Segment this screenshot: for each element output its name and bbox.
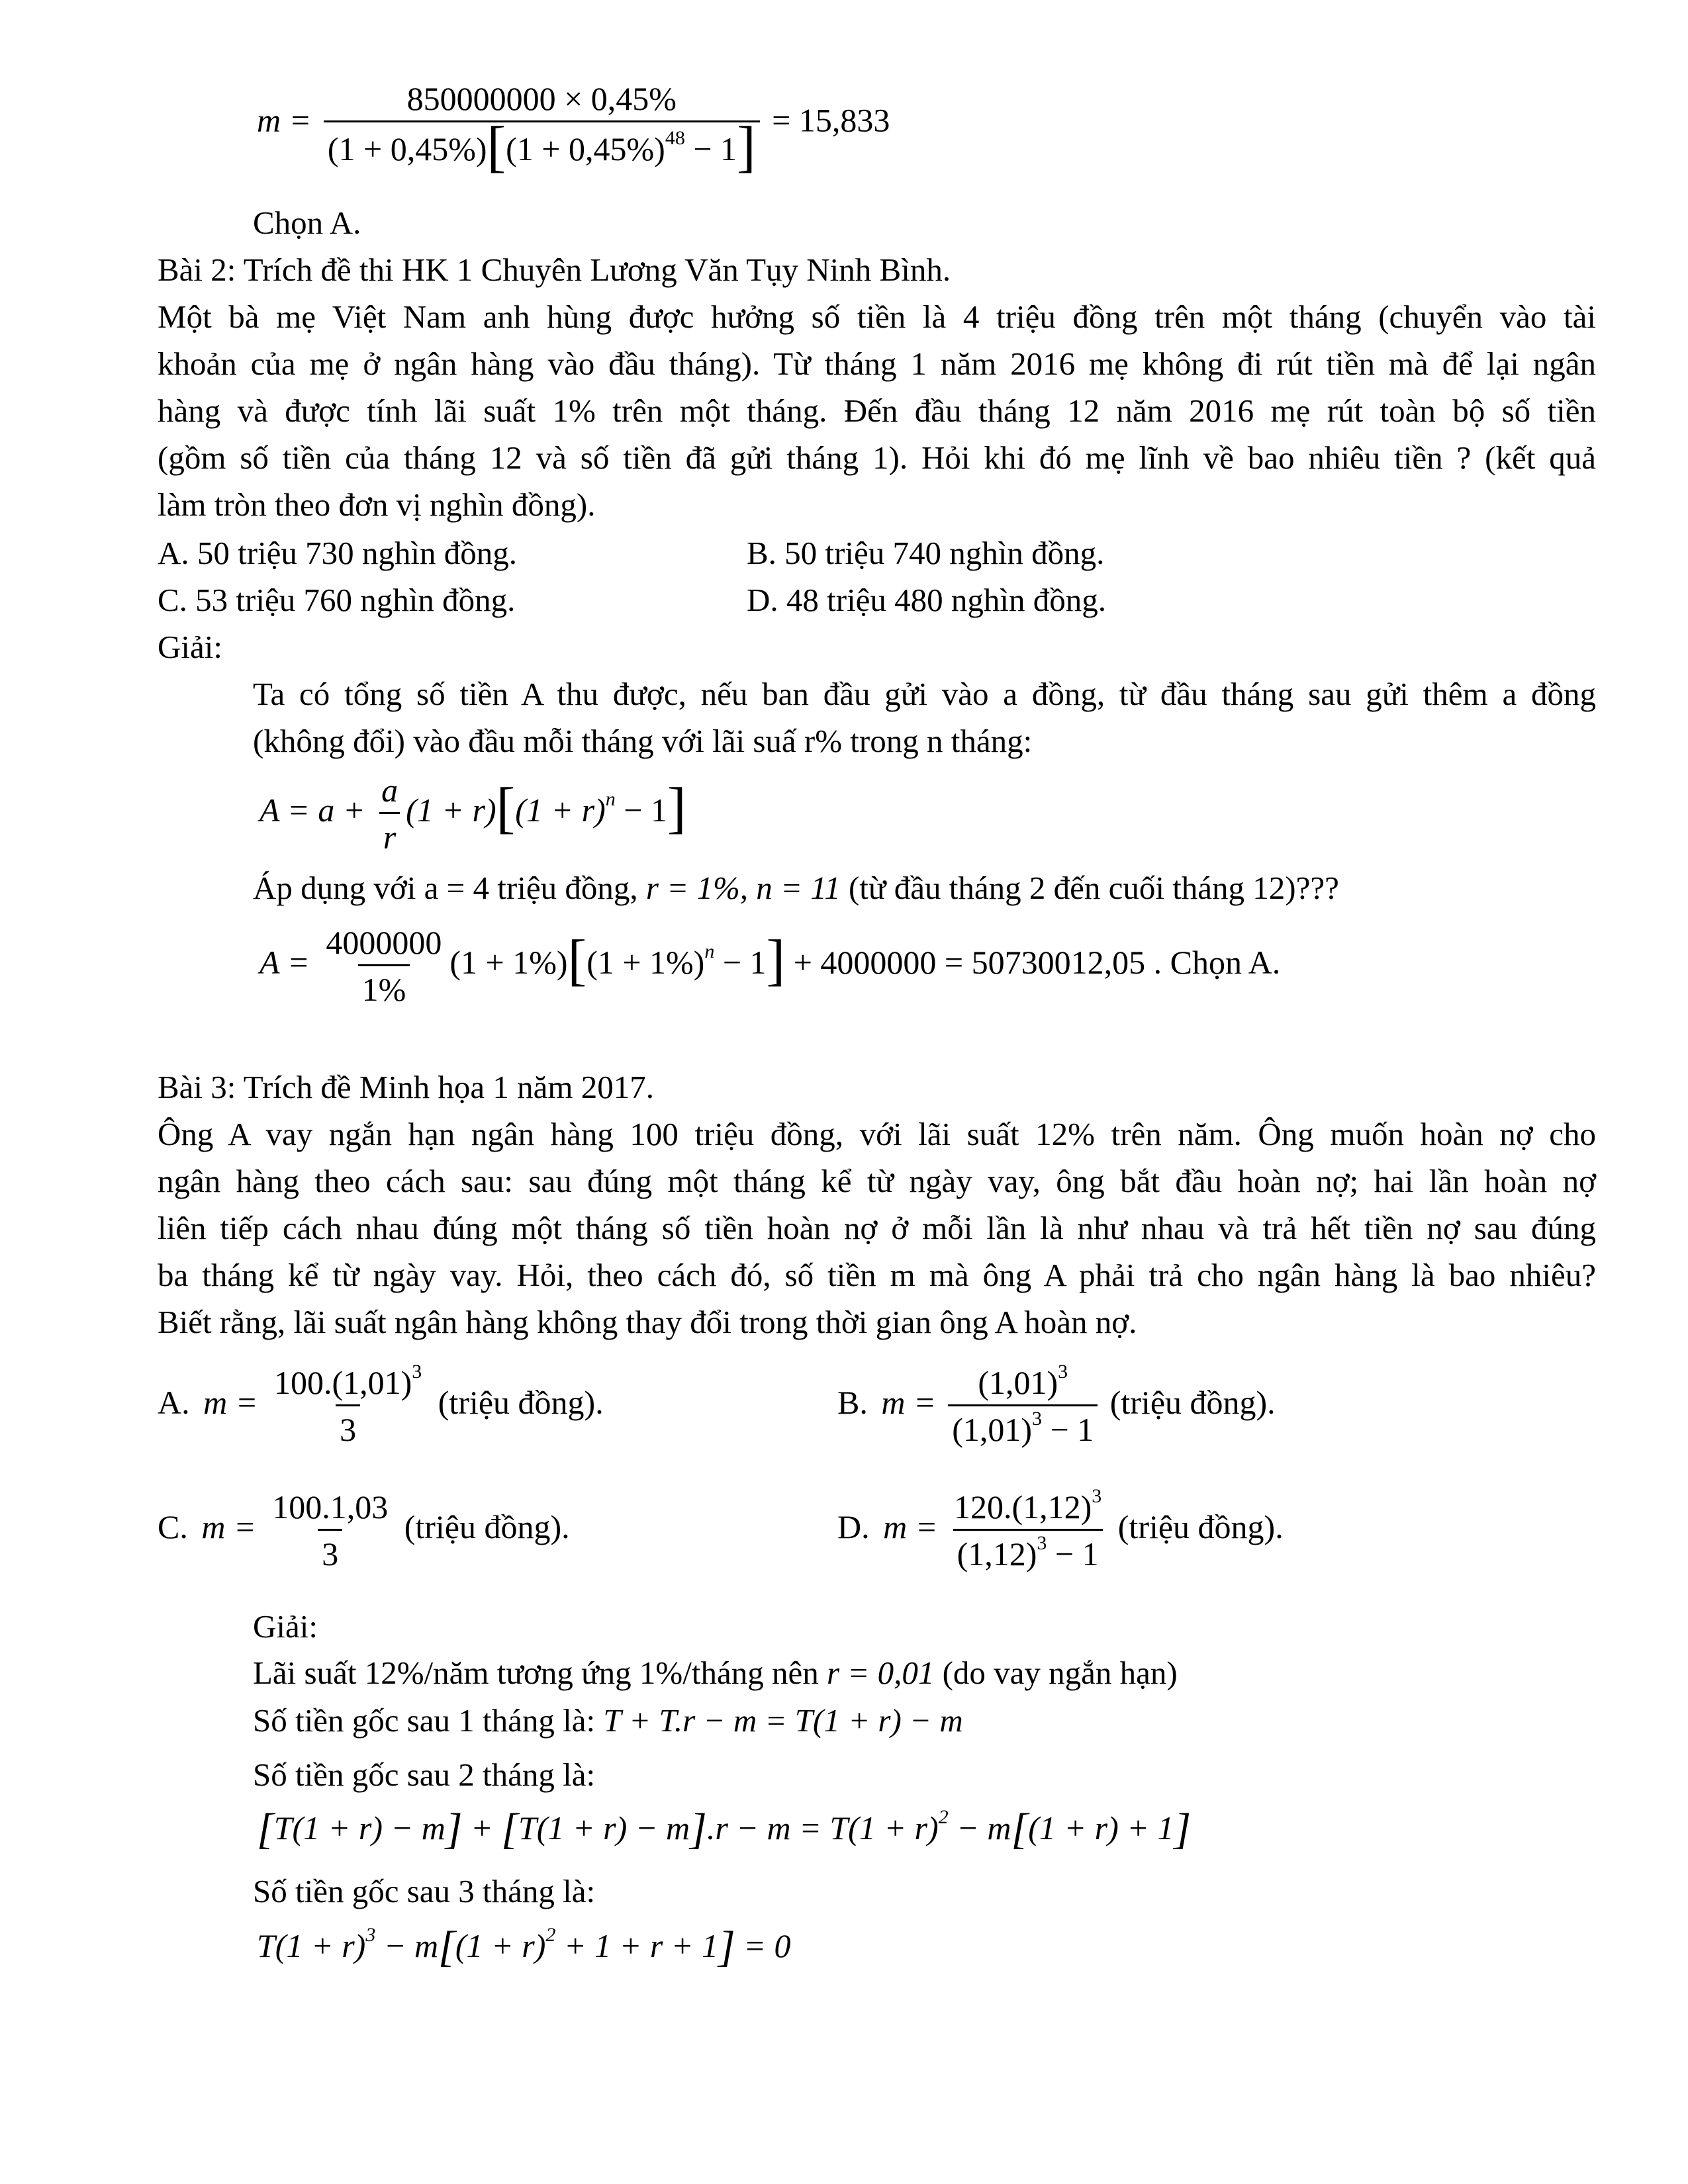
opt-fraction [948, 1363, 1098, 1449]
bai3-title: Bài 3: Trích đề Minh họa 1 năm 2017. [158, 1069, 654, 1105]
opt-unit: (triệu đồng). [1109, 1508, 1284, 1545]
opt-unit: (triệu đồng). [396, 1508, 570, 1545]
calc-rest: + 4000000 = 50730012,05 [785, 943, 1146, 981]
bai3-line-2: ngân hàng theo cách sau: sau đúng một tháng kể từ ngày vay, ông bắt đầu hoàn nợ; hai lần hoàn nợ [158, 1163, 1596, 1199]
opt-denominator [953, 1529, 1103, 1573]
formula-part-2: (1 + r) [515, 791, 606, 829]
formula-total-amount [259, 771, 686, 856]
opt-denominator: 3 [336, 1404, 360, 1449]
opt-unit: (triệu đồng). [1102, 1383, 1276, 1421]
step-math: T + T.r − m = T(1 + r) − m [603, 1702, 963, 1739]
eq-numerator: 850000000 × 0,45% [406, 80, 677, 117]
apply-math: r = 1%, n = 11 [645, 870, 841, 906]
opt-fraction [950, 1485, 1105, 1573]
bai3-step-2 [253, 1701, 963, 1741]
den-exponent: 48 [665, 127, 685, 149]
opt-fraction [268, 1488, 392, 1573]
eq-part-d: + 1 + r + 1 [555, 1927, 719, 1964]
eq-exponent-1: 3 [365, 1924, 376, 1946]
bai3-line-5: Biết rằng, lãi suất ngân hàng không thay đổi trong thời gian ông A hoàn nợ. [158, 1304, 1137, 1340]
den-tail: − 1 [1047, 1535, 1099, 1572]
bracket-open: [ [1011, 1805, 1029, 1853]
bracket-open: [ [257, 1805, 274, 1853]
opt-unit: (triệu đồng). [430, 1383, 604, 1421]
num-exponent: 3 [412, 1361, 422, 1383]
eq-part-c: T(1 + r) − m [518, 1809, 690, 1846]
bracket-open: [ [487, 114, 506, 178]
bai3-option-a [158, 1363, 604, 1449]
num-exponent: 3 [1058, 1361, 1068, 1383]
bai2-option-d: D. 48 triệu 480 nghìn đồng. [747, 582, 1107, 618]
opt-fraction [270, 1363, 426, 1449]
bracket-open: [ [567, 927, 587, 991]
step-tail: (do vay ngắn hạn) [934, 1655, 1178, 1691]
bai3-step-3-equation [257, 1805, 1191, 1852]
calc-exponent: n [704, 940, 715, 962]
eq-exponent: 2 [938, 1806, 949, 1828]
eq-rhs: = 15,833 [772, 101, 890, 139]
bracket-close: ] [718, 1923, 735, 1971]
bracket-close: ] [766, 927, 786, 991]
num-base: 120.(1,12) [953, 1488, 1092, 1525]
den-exponent: 3 [1037, 1532, 1047, 1554]
bai3-step-1 [253, 1653, 1178, 1693]
eq-part-a: T(1 + r) − m [273, 1809, 445, 1846]
bracket-close: ] [737, 114, 756, 178]
chon-a-top: Chọn A. [253, 205, 361, 241]
opt-label: A. [158, 1383, 190, 1421]
step-math: r = 0,01 [826, 1655, 935, 1691]
opt-lhs: m = [203, 1383, 258, 1421]
eq-part-a: T(1 + r) [257, 1927, 366, 1964]
bai2-line-1: Một bà mẹ Việt Nam anh hùng được hưởng số tiền là 4 triệu đồng trên một tháng (chuyển vào tài [158, 298, 1596, 335]
calc-denominator: 1% [358, 964, 410, 1009]
apply-text-1: Áp dụng với a = 4 triệu đồng, [253, 870, 646, 906]
opt-numerator [950, 1485, 1105, 1529]
bai2-option-a: A. 50 triệu 730 nghìn đồng. [158, 535, 518, 571]
formula-lhs: A = a + [259, 791, 365, 829]
formula-part-3: − 1 [615, 791, 667, 829]
eq-part-c: (1 + r) [455, 1927, 546, 1964]
bai2-solution-line-2: (không đổi) vào đầu mỗi tháng với lãi suấ r% trong n tháng: [253, 723, 1033, 759]
opt-label: C. [158, 1508, 188, 1545]
opt-lhs: m = [881, 1383, 936, 1421]
opt-label: B. [837, 1383, 868, 1421]
opt-denominator: 3 [318, 1529, 342, 1573]
opt-label: D. [837, 1508, 870, 1545]
num-base: 100.(1,01) [273, 1364, 412, 1401]
bai2-apply-line [253, 868, 1339, 908]
bracket-close: ] [1174, 1805, 1192, 1853]
bai3-option-d [837, 1485, 1284, 1573]
eq-fraction [324, 79, 760, 178]
eq-exponent-2: 2 [545, 1924, 556, 1946]
bracket-open: [ [496, 775, 516, 839]
den-base: (1,01) [952, 1411, 1033, 1448]
calc-numerator: 4000000 [326, 924, 442, 961]
bracket-open: [ [501, 1805, 518, 1853]
step-text: Số tiền gốc sau 1 tháng là: [253, 1702, 604, 1739]
bracket-open: [ [438, 1923, 455, 1971]
bai2-line-4: (gồm số tiền của tháng 12 và số tiền đã gửi tháng 1). Hỏi khi đó mẹ lĩnh về bao nhiêu tiền ? (kết quả [158, 439, 1596, 476]
opt-numerator [270, 1363, 426, 1404]
formula-denominator: r [379, 812, 400, 856]
eq-part-e: = 0 [735, 1927, 791, 1964]
calc-fraction [322, 923, 445, 1009]
bai3-line-3: liên tiếp cách nhau đúng một tháng số tiền hoàn nợ ở mỗi lần là như nhau và trả hết tiền nợ sau đúng [158, 1210, 1596, 1246]
bai3-line-1: Ông A vay ngắn hạn ngân hàng 100 triệu đồng, với lãi suất 12% trên năm. Ông muốn hoàn nợ cho [158, 1116, 1596, 1152]
eq-part-b: + [462, 1809, 502, 1846]
calc-part-2: (1 + 1%) [586, 943, 705, 981]
bai3-step-4: Số tiền gốc sau 3 tháng là: [253, 1873, 596, 1909]
den-exponent: 3 [1032, 1408, 1043, 1430]
eq-part-d: .r − m = T(1 + r) [706, 1809, 939, 1846]
den-part-a: (1 + 0,45%) [327, 130, 487, 167]
bai2-giai-label: Giải: [158, 629, 222, 665]
bai3-step-4-equation [257, 1923, 790, 1970]
den-tail: − 1 [1042, 1411, 1094, 1448]
formula-exponent: n [605, 788, 616, 810]
bracket-close: ] [667, 775, 686, 839]
opt-lhs: m = [883, 1508, 938, 1545]
bai2-line-5: làm tròn theo đơn vị nghìn đồng). [158, 486, 596, 523]
eq-part-e: − m [948, 1809, 1011, 1846]
formula-part-1: (1 + r) [406, 791, 496, 829]
opt-numerator: 100.1,03 [272, 1488, 389, 1525]
den-base: (1,12) [957, 1535, 1037, 1572]
bai2-solution-line-1: Ta có tổng số tiền A thu được, nếu ban đầu gửi vào a đồng, từ đầu tháng sau gửi thêm a đồng [253, 676, 1596, 712]
opt-numerator [974, 1363, 1072, 1404]
formula-fraction [377, 771, 402, 856]
den-part-b: (1 + 0,45%) [506, 130, 665, 167]
calc-total-amount [259, 923, 1280, 1009]
bai2-line-2: khoản của mẹ ở ngân hàng vào đầu tháng). Từ tháng 1 năm 2016 mẹ không đi rút tiền mà để lại ngân [158, 345, 1596, 382]
bai2-title: Bài 2: Trích đề thi HK 1 Chuyên Lương Văn Tụy Ninh Bình. [158, 251, 951, 288]
formula-numerator: a [381, 772, 399, 809]
eq-lhs: m = [257, 101, 312, 139]
calc-part-1: (1 + 1%) [449, 943, 568, 981]
opt-lhs: m = [201, 1508, 256, 1545]
bai3-option-b [837, 1363, 1276, 1449]
eq-part-f: (1 + r) + 1 [1028, 1809, 1174, 1846]
apply-text-2: (từ đầu tháng 2 đến cuối tháng 12)??? [840, 870, 1339, 906]
calc-chon: . Chọn A. [1145, 943, 1281, 981]
num-exponent: 3 [1092, 1485, 1102, 1507]
bai2-option-c: C. 53 triệu 760 nghìn đồng. [158, 582, 516, 618]
bai2-option-b: B. 50 triệu 740 nghìn đồng. [747, 535, 1105, 571]
bracket-close: ] [445, 1805, 463, 1853]
eq-denominator [324, 114, 760, 178]
eq-part-b: − m [375, 1927, 439, 1964]
bai3-option-c [158, 1488, 570, 1573]
bracket-close: ] [690, 1805, 707, 1853]
calc-part-3: − 1 [714, 943, 767, 981]
bai3-line-4: ba tháng kể từ ngày vay. Hỏi, theo cách đó, số tiền m mà ông A phải trả cho ngân hàng là bao nhiêu? [158, 1257, 1596, 1293]
bai3-giai-label: Giải: [253, 1608, 318, 1645]
equation-m-result [257, 79, 890, 178]
num-base: (1,01) [978, 1364, 1058, 1401]
bai2-line-3: hàng và được tính lãi suất 1% trên một tháng. Đến đầu tháng 12 năm 2016 mẹ rút toàn bộ số tiền [158, 392, 1596, 429]
opt-denominator [948, 1404, 1098, 1449]
step-text: Lãi suất 12%/năm tương ứng 1%/tháng nên [253, 1655, 827, 1691]
calc-lhs: A = [259, 943, 310, 981]
den-part-c: − 1 [684, 130, 737, 167]
bai3-step-3: Số tiền gốc sau 2 tháng là: [253, 1756, 596, 1793]
